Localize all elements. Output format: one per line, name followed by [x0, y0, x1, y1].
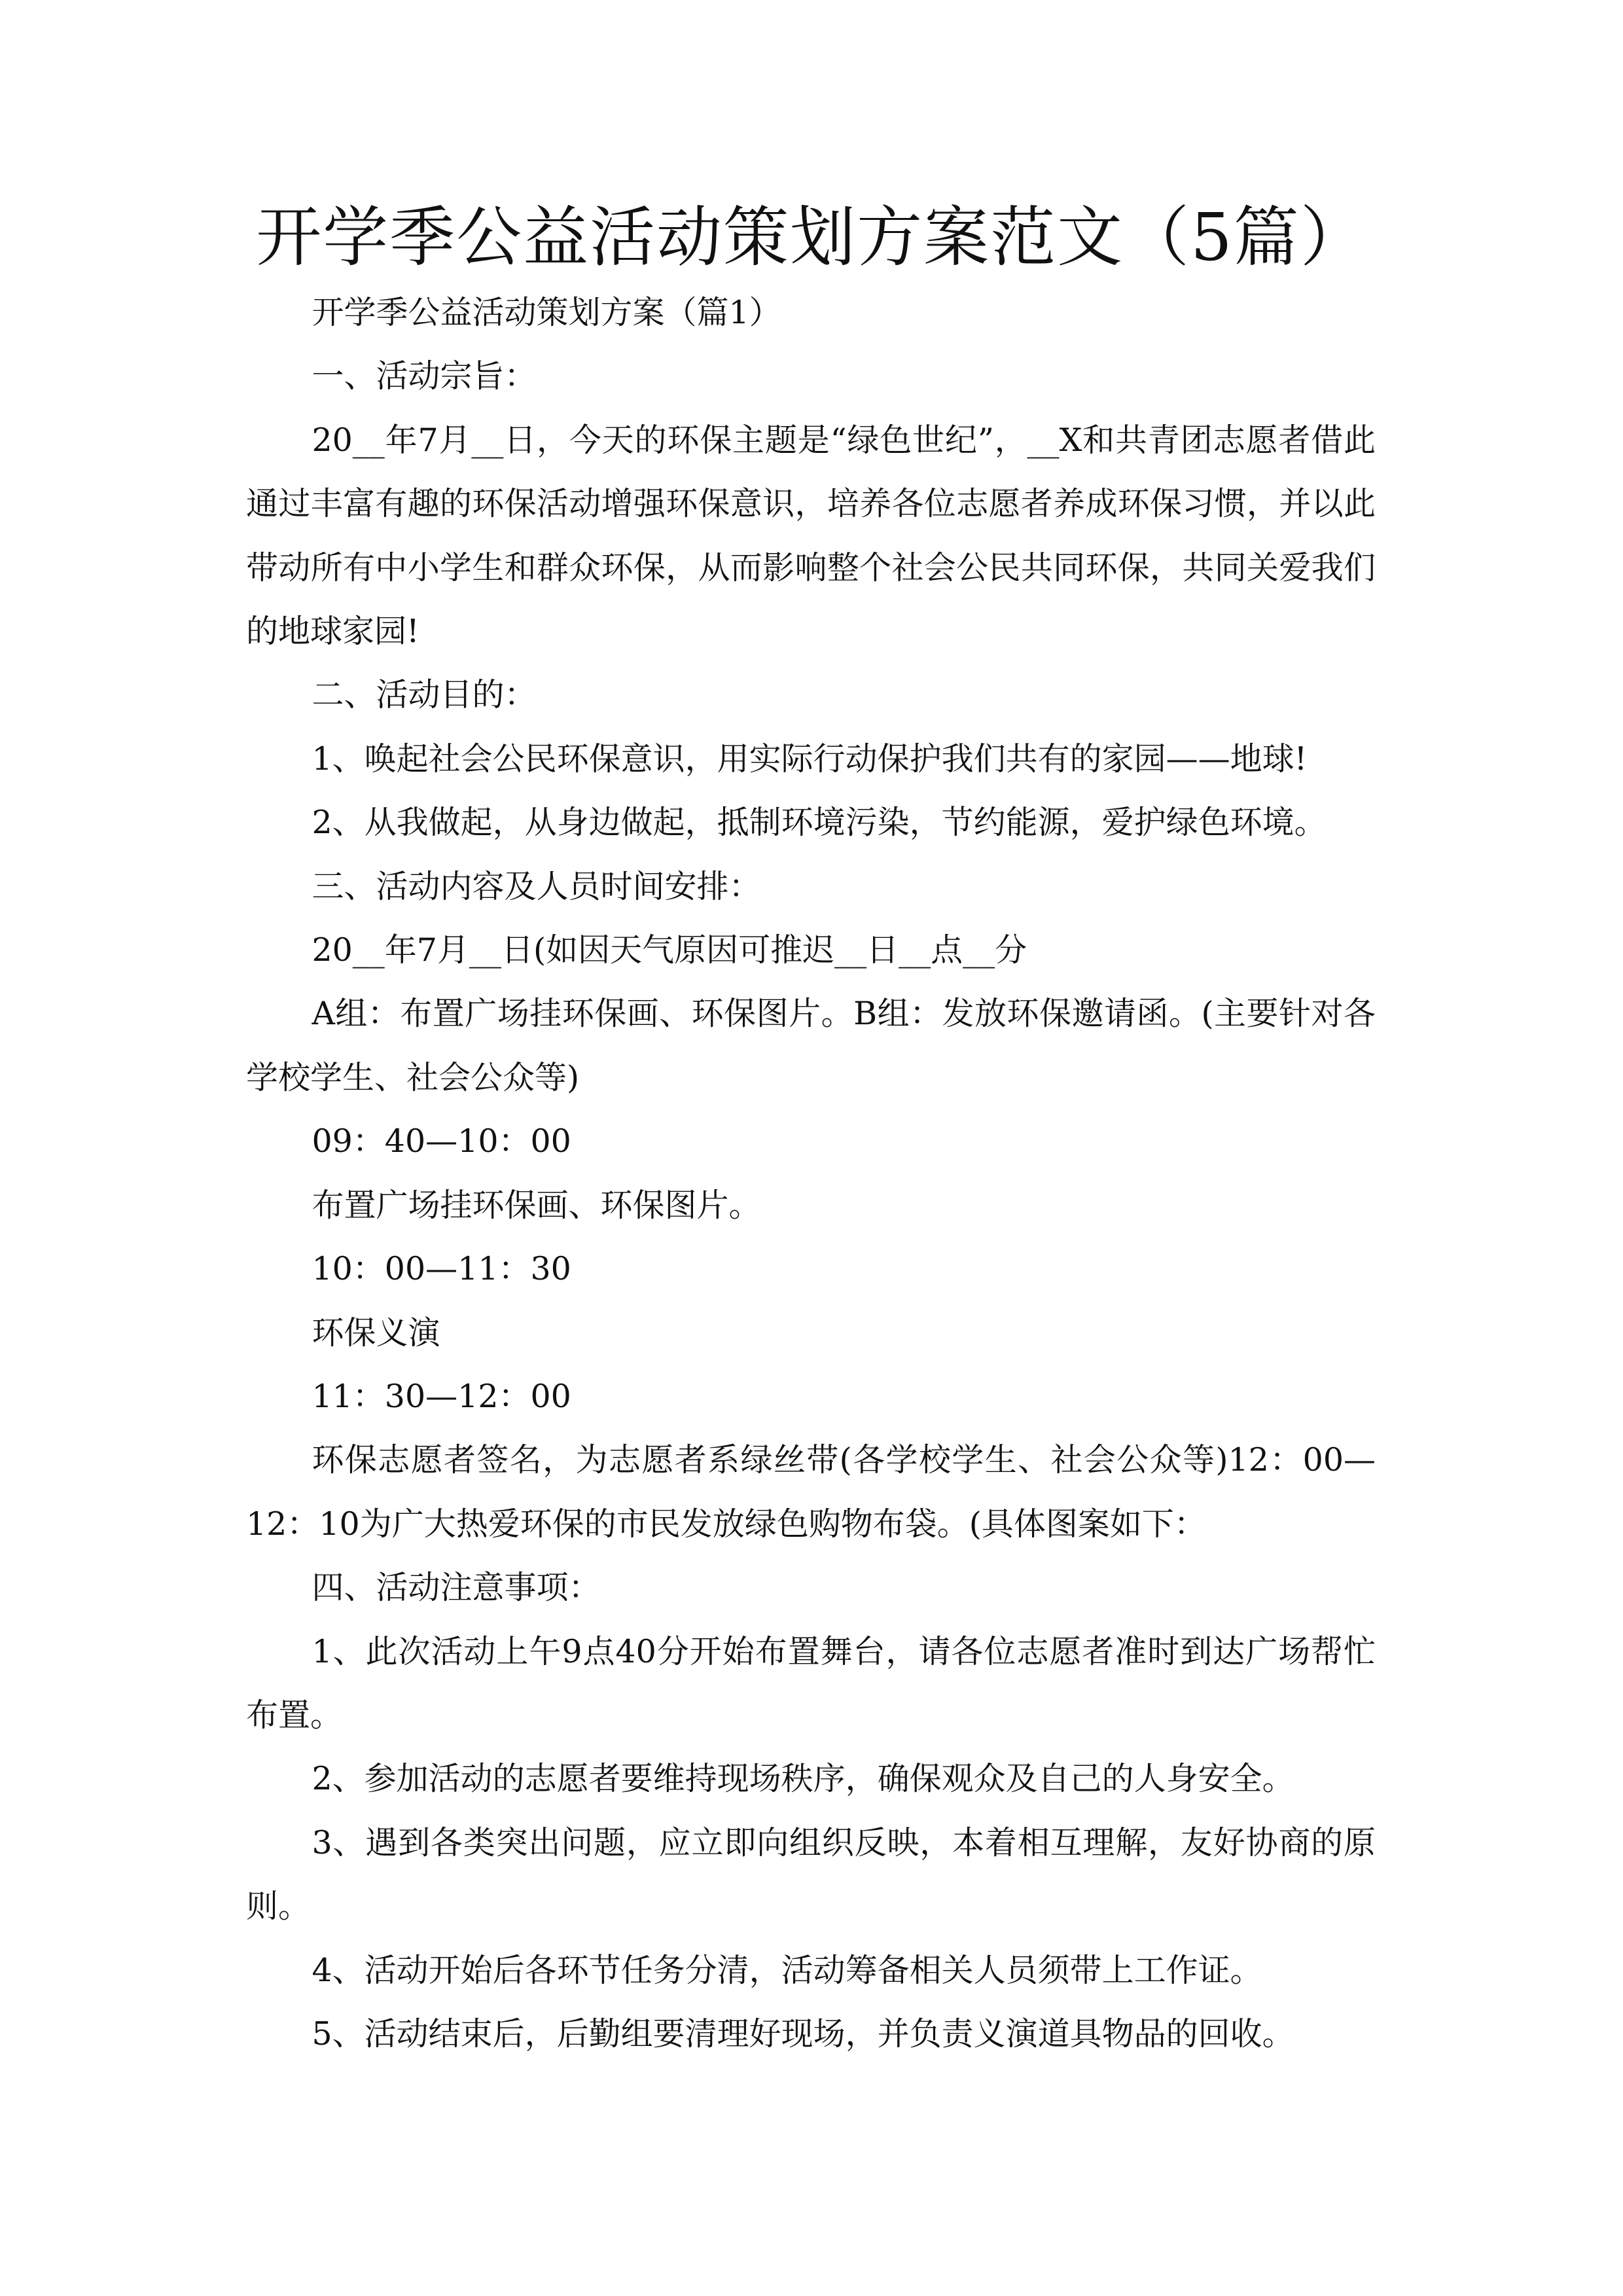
list-item: 2、从我做起，从身边做起，抵制环境污染，节约能源，爱护绿色环境。	[312, 804, 1327, 842]
time-slot: 09：40—10：00	[312, 1122, 571, 1160]
paragraph: 布置广场挂环保画、环保图片。	[312, 1186, 761, 1224]
paragraph: 20__年7月__日，今天的环保主题是“绿色世纪”，__X和共青团志愿者借此通过丰富有趣的环保活动增强环保意识，培养各位志愿者养成环保习惯，并以此带动所有中小学生和群众环保，从而影响整个社会公民共同环保，共同关爱我们的地球家园!	[246, 421, 1376, 651]
paragraph: 环保义演	[312, 1314, 440, 1352]
section-heading: 二、活动目的：	[312, 676, 537, 714]
document-title: 开学季公益活动策划方案范文（5篇）	[256, 199, 1367, 276]
document-body	[246, 281, 1376, 2066]
list-item: 1、唤起社会公民环保意识，用实际行动保护我们共有的家园——地球!	[312, 740, 1308, 778]
list-item: 5、活动结束后，后勤组要清理好现场，并负责义演道具物品的回收。	[312, 2015, 1294, 2053]
section-heading: 开学季公益活动策划方案（篇1）	[312, 294, 781, 331]
list-item: 1、此次活动上午9点40分开始布置舞台，请各位志愿者准时到达广场帮忙布置。	[246, 1632, 1376, 1734]
time-slot: 11：30—12：00	[312, 1377, 571, 1415]
list-item: 4、活动开始后各环节任务分清，活动筹备相关人员须带上工作证。	[312, 1951, 1262, 1989]
section-heading: 四、活动注意事项：	[312, 1569, 601, 1607]
paragraph: 环保志愿者签名，为志愿者系绿丝带(各学校学生、社会公众等)12：00—12：10为广大热爱环保的市民发放绿色购物布袋。(具体图案如下：	[246, 1441, 1376, 1543]
paragraph: 20__年7月__日(如因天气原因可推迟__日__点__分	[312, 931, 1027, 969]
section-heading: 一、活动宗旨：	[312, 357, 537, 395]
paragraph: A组：布置广场挂环保画、环保图片。B组：发放环保邀请函。(主要针对各学校学生、社会公众等)	[246, 995, 1376, 1096]
list-item: 2、参加活动的志愿者要维持现场秩序，确保观众及自己的人身安全。	[312, 1760, 1294, 1798]
time-slot: 10：00—11：30	[312, 1250, 571, 1288]
list-item: 3、遇到各类突出问题，应立即向组织反映，本着相互理解，友好协商的原则。	[246, 1823, 1376, 1926]
section-heading: 三、活动内容及人员时间安排：	[312, 867, 761, 905]
